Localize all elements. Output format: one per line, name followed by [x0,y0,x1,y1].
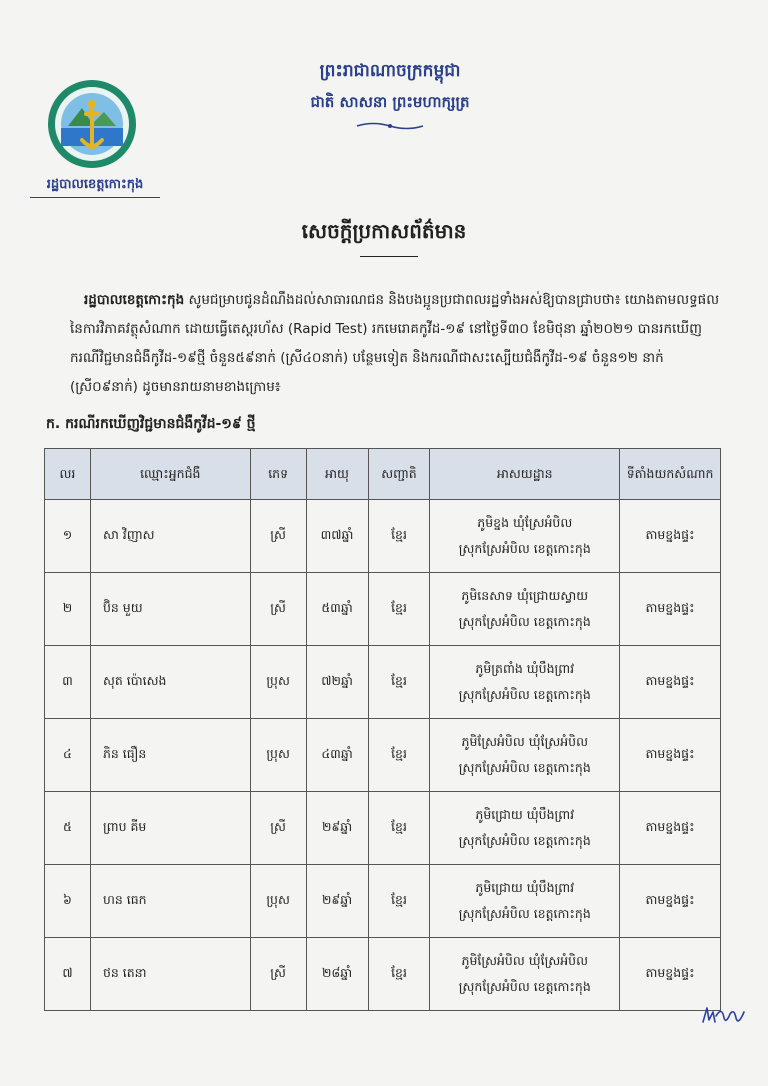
address-district: ស្រុកស្រែអំបិល ខេត្តកោះកុង [458,979,591,994]
cell-nationality: ខ្មែរ [368,573,430,646]
cell-nationality: ខ្មែរ [368,646,430,719]
cell-name: ថន តេនា [90,938,250,1011]
address-village: ភូមិស្រែអំបិល ឃុំស្រែអំបិល [461,734,589,749]
cell-name: ប៊ិន មួយ [90,573,250,646]
cases-table [44,448,721,1011]
cell-age: ២៨ឆ្នាំ [306,938,368,1011]
cell-address [430,865,620,938]
issuing-authority: រដ្ឋបាលខេត្តកោះកុង [30,176,160,198]
table-row [45,719,721,792]
kingdom-name: ព្រះរាជាណាចក្រកម្ពុជា [319,61,461,81]
address-village: ភូមិជ្រោយ ឃុំបឹងព្រាវ [475,807,575,822]
paragraph-body: សូមជម្រាបជូនដំណឹងដល់សាធារណជន និងបងប្អូនប្រជាពលរដ្ឋទាំងអស់ឱ្យបានជ្រាបថា៖ យោងតាមលទ្ធផលនៃការវិភាគវត្ថុសំណាក ដោយធ្វើតេស្តរហ័ស (Rapid Test) រកមេរោគកូវីដ-១៩ នៅថ្ងៃទី៣០ ខែមិថុនា ឆ្នាំ២០២១ បានរកឃើញករណីវិជ្ជមានជំងឺកូវីដ-១៩ថ្មី ចំនួន៥៩នាក់ (ស្រី៤០នាក់) បន្ថែមទៀត និងករណីជាសះស្បើយជំងឺកូវីដ-១៩ ចំនួន១២ នាក់ (ស្រី០៩នាក់) ដូចមានរាយនាមខាងក្រោម៖ [70,292,720,395]
cell-no: ២ [45,573,91,646]
table-row [45,573,721,646]
cell-name: ហន ធេក [90,865,250,938]
cell-name: សុត ប៉ោសេង [90,646,250,719]
cell-sample-site: តាមខ្នងផ្ទះ [620,500,721,573]
table-row [45,646,721,719]
flourish-ornament [355,121,425,131]
address-district: ស្រុកស្រែអំបិល ខេត្តកោះកុង [458,687,591,702]
table-row [45,938,721,1011]
cell-age: ២៩ឆ្នាំ [306,865,368,938]
address-village: ភូមិត្រពាំង ឃុំបឹងព្រាវ [475,661,575,676]
col-header-sex: ភេទ [250,449,306,500]
cell-age: ៥៣ឆ្នាំ [306,573,368,646]
cell-name: ព្រាប គីម [90,792,250,865]
address-village: ភូមិខ្នង ឃុំស្រែអំបិល [477,515,573,530]
cell-no: ៥ [45,792,91,865]
col-header-no: លរ [45,449,91,500]
address-district: ស្រុកស្រែអំបិល ខេត្តកោះកុង [458,760,591,775]
cell-age: ៤៣ឆ្នាំ [306,719,368,792]
cell-nationality: ខ្មែរ [368,719,430,792]
cell-sample-site: តាមខ្នងផ្ទះ [620,646,721,719]
table-header-row [45,449,721,500]
cell-no: ៧ [45,938,91,1011]
document-title: សេចក្តីប្រកាសព័ត៌មាន [301,219,467,243]
cell-sample-site: តាមខ្នងផ្ទះ [620,938,721,1011]
cell-sample-site: តាមខ្នងផ្ទះ [620,792,721,865]
table-row [45,792,721,865]
cell-sample-site: តាមខ្នងផ្ទះ [620,573,721,646]
cell-nationality: ខ្មែរ [368,792,430,865]
cell-sex: ស្រី [250,500,306,573]
cell-name: សា វិញាស [90,500,250,573]
address-district: ស្រុកស្រែអំបិល ខេត្តកោះកុង [458,541,591,556]
col-header-age: អាយុ [306,449,368,500]
cell-address [430,719,620,792]
cell-age: ៧២ឆ្នាំ [306,646,368,719]
title-underline [360,256,418,257]
cell-sex: ប្រុស [250,719,306,792]
cell-address [430,646,620,719]
cell-address [430,500,620,573]
address-district: ស្រុកស្រែអំបិល ខេត្តកោះកុង [458,833,591,848]
cell-age: ២៩ឆ្នាំ [306,792,368,865]
address-village: ភូមិស្រែអំបិល ឃុំស្រែអំបិល [461,953,589,968]
cell-address [430,792,620,865]
cell-address [430,573,620,646]
cell-sample-site: តាមខ្នងផ្ទះ [620,865,721,938]
col-header-address: អាសយដ្ឋាន [430,449,620,500]
cell-no: ៤ [45,719,91,792]
cell-sex: ប្រុស [250,865,306,938]
cell-name: ភិន ធឿន [90,719,250,792]
cell-sex: ស្រី [250,792,306,865]
col-header-nationality: សញ្ជាតិ [368,449,430,500]
cell-no: ៣ [45,646,91,719]
cell-nationality: ខ្មែរ [368,865,430,938]
table-row [45,865,721,938]
section-heading: ក. ករណីរកឃើញវិជ្ជមានជំងឺកូវីដ-១៩ ថ្មី [46,416,256,432]
paragraph-lead: រដ្ឋបាលខេត្តកោះកុង [84,292,185,308]
initials-signature [700,1004,748,1028]
address-district: ស្រុកស្រែអំបិល ខេត្តកោះកុង [458,906,591,921]
cell-sex: ស្រី [250,938,306,1011]
address-village: ភូមិនេសាទ ឃុំជ្រោយស្វាយ [461,588,589,603]
kingdom-header [260,60,520,131]
province-logo [46,78,138,170]
cell-sex: ប្រុស [250,646,306,719]
announcement-paragraph [70,286,720,402]
cell-nationality: ខ្មែរ [368,500,430,573]
cell-nationality: ខ្មែរ [368,938,430,1011]
cell-sex: ស្រី [250,573,306,646]
cell-no: ១ [45,500,91,573]
cell-age: ៣៧ឆ្នាំ [306,500,368,573]
address-district: ស្រុកស្រែអំបិល ខេត្តកោះកុង [458,614,591,629]
table-row [45,500,721,573]
col-header-sample-site: ទីតាំងយកសំណាក [620,449,721,500]
address-village: ភូមិជ្រោយ ឃុំបឹងព្រាវ [475,880,575,895]
cell-sample-site: តាមខ្នងផ្ទះ [620,719,721,792]
national-motto: ជាតិ សាសនា ព្រះមហាក្សត្រ [310,93,470,111]
col-header-name: ឈ្មោះអ្នកជំងឺ [90,449,250,500]
cell-no: ៦ [45,865,91,938]
cell-address [430,938,620,1011]
